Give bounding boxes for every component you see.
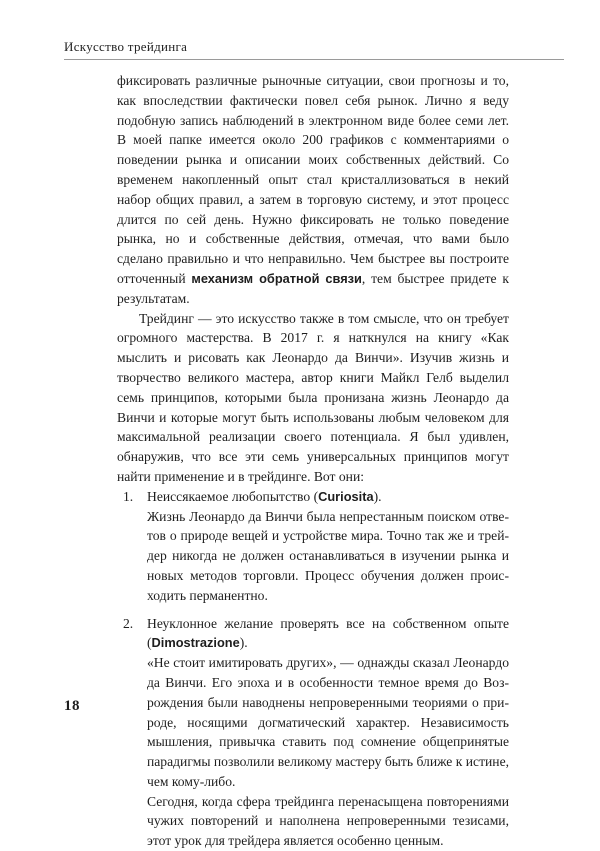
- principle-term: Curiosita: [318, 488, 374, 504]
- principle-text: «Не стоит имитировать других», — однажды сказал Леонардо да Винчи. Его эпоха и в особенности темное время до Возрождения были наводнены непроверенными теориями о природе, носящими догматический характер. Независимость мышления, привычка ставить под сомнение общепринятые парадигмы позволили великому мастеру быть ближе к истине, чем кому-либо.: [147, 655, 509, 789]
- page-body: [117, 71, 509, 851]
- principle-text: Жизнь Леонардо да Винчи была непрестанным поиском ответов о природе вещей и устройстве мира. Точно так же и трейдер никогда не должен останавливаться в изучении рынка и новых методов торговли. Процесс обучения должен происходить перманентно.: [147, 508, 509, 603]
- paragraph-trading-art: Трейдинг — это искусство также в том смысле, что он требует огромного мастерства. В 2017 г. я наткнулся на книгу «Как мыслить и рисовать как Леонардо да Винчи». Изучив жизнь и творчество великого мастера, автор книги Майкл Гелб выделил семь принципов, которыми была пронизана жизнь Леонардо да Винчи и которые могут быть использованы любым человеком для максимальной реализации своего потенциала. Я был удивлен, обнаружив, что все эти семь универсальных принципов могут найти применение и в трейдинге. Вот они:: [117, 310, 509, 484]
- paragraph-text: фиксировать различные рыночные ситуации, свои прогнозы и то, как впоследствии фактически повел себя рынок. Лично я веду подобную запись наблюдений в электронном виде более семи лет. В моей папке имеется около 200 графиков с комментариями о поведении рынка и описании моих собственных действий. Со временем накопленный опыт стал кристаллизоваться в некий набор общих правил, а затем в торговую систему, и этот процесс длится по сей день. Нужно фиксировать не только поведение рынка, но и собственные действия, отмечая, что вами было сделано правильно и что неправильно. Чем быстрее вы построите отточенный: [117, 73, 509, 286]
- principle-text: Сегодня, когда сфера трейдинга перенасыщена повторениями чужих повторений и наполнена непроверенными тезисами, этот урок для трейдера является особенно ценным.: [147, 793, 509, 849]
- emphasis-feedback-mechanism: механизм обратной связи: [191, 270, 362, 286]
- principle-item: [117, 487, 509, 606]
- running-header: Искусство трейдинга: [64, 39, 188, 54]
- principle-title: Неуклонное желание проверять все на собственном опыте (Dimostrazione).: [147, 615, 509, 651]
- page-number: 18: [64, 698, 80, 714]
- paragraph-text: , тем быстрее придете к результатам.: [117, 270, 509, 306]
- principle-number: 2.: [123, 615, 134, 631]
- principle-number: 1.: [123, 488, 134, 504]
- principle-title: Неиссякаемое любопытство (Curiosita).: [147, 488, 382, 504]
- principle-term: Dimostrazione: [151, 635, 240, 651]
- principle-item: [117, 614, 509, 851]
- header-divider: [64, 59, 564, 60]
- paragraph-feedback: [117, 71, 509, 309]
- principles-list: [117, 487, 509, 851]
